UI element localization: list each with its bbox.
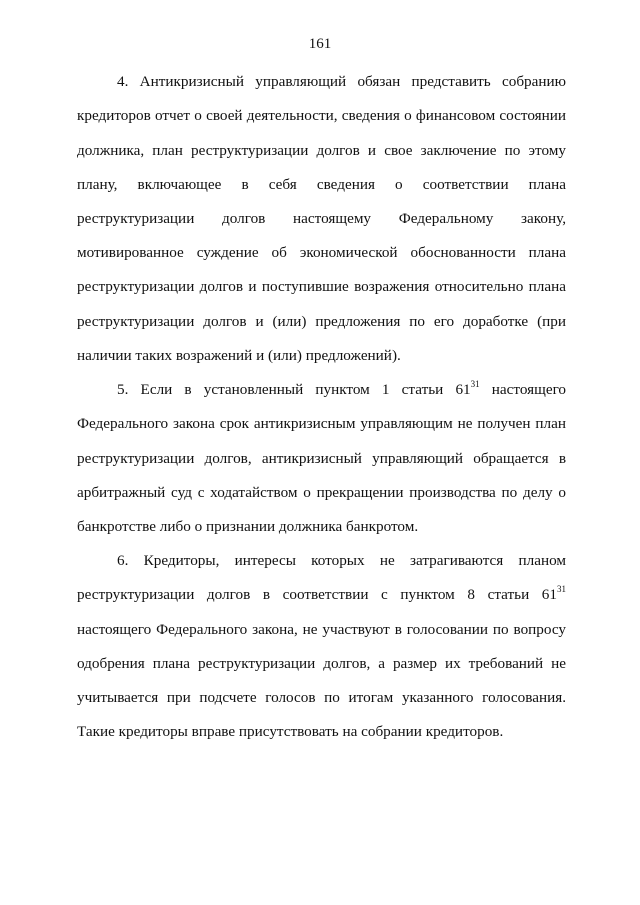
paragraph-5-line-3: реструктуризации долгов, антикризисный управляющий обращается в — [77, 450, 566, 467]
paragraph-4-line-7: реструктуризации долгов и поступившие возражения относительно плана — [77, 278, 566, 295]
paragraph-4-line-5: реструктуризации долгов настоящему Федеральному закону, — [77, 210, 566, 227]
paragraph-4-line-4: плану, включающее в себя сведения о соответствии плана — [77, 176, 566, 193]
paragraph-6-line-2 — [77, 586, 566, 604]
paragraph-4-line-3: должника, план реструктуризации долгов и свое заключение по этому — [77, 142, 566, 159]
paragraph-5-line-4: арбитражный суд с ходатайством о прекращении производства по делу о — [77, 484, 566, 501]
paragraph-4-line-6: мотивированное суждение об экономической обоснованности плана — [77, 244, 566, 261]
paragraph-5-line-1-tail: настоящего — [479, 381, 567, 398]
paragraph-4-line-8: реструктуризации долгов и (или) предложения по его доработке (при — [77, 313, 566, 330]
paragraph-5-line-2: Федерального закона срок антикризисным управляющим не получен план — [77, 415, 566, 432]
paragraph-6-line-5: учитывается при подсчете голосов по итогам указанного голосования. — [77, 689, 566, 706]
paragraph-5-line-1 — [117, 381, 566, 399]
paragraph-4-line-1: 4. Антикризисный управляющий обязан представить собранию — [117, 73, 566, 90]
paragraph-4-line-9: наличии таких возражений и (или) предложений). — [77, 347, 401, 364]
article-superscript: 31 — [470, 379, 480, 389]
paragraph-6-line-1: 6. Кредиторы, интересы которых не затрагиваются планом — [117, 552, 566, 569]
paragraph-6-line-6: Такие кредиторы вправе присутствовать на собрании кредиторов. — [77, 723, 504, 740]
paragraph-5-line-5: банкротстве либо о признании должника банкротом. — [77, 518, 419, 535]
paragraph-6-line-2-text: реструктуризации долгов в соответствии с пунктом 8 статьи 61 — [77, 586, 557, 603]
paragraph-6-line-4: одобрения плана реструктуризации долгов, а размер их требований не — [77, 655, 566, 672]
page-number: 161 — [308, 36, 332, 52]
paragraph-6-line-3: настоящего Федерального закона, не участвуют в голосовании по вопросу — [77, 621, 566, 638]
paragraph-4-line-2: кредиторов отчет о своей деятельности, сведения о финансовом состоянии — [77, 107, 566, 124]
article-superscript: 31 — [557, 584, 566, 594]
paragraph-5-line-1-text: 5. Если в установленный пунктом 1 статьи 61 — [117, 381, 471, 398]
